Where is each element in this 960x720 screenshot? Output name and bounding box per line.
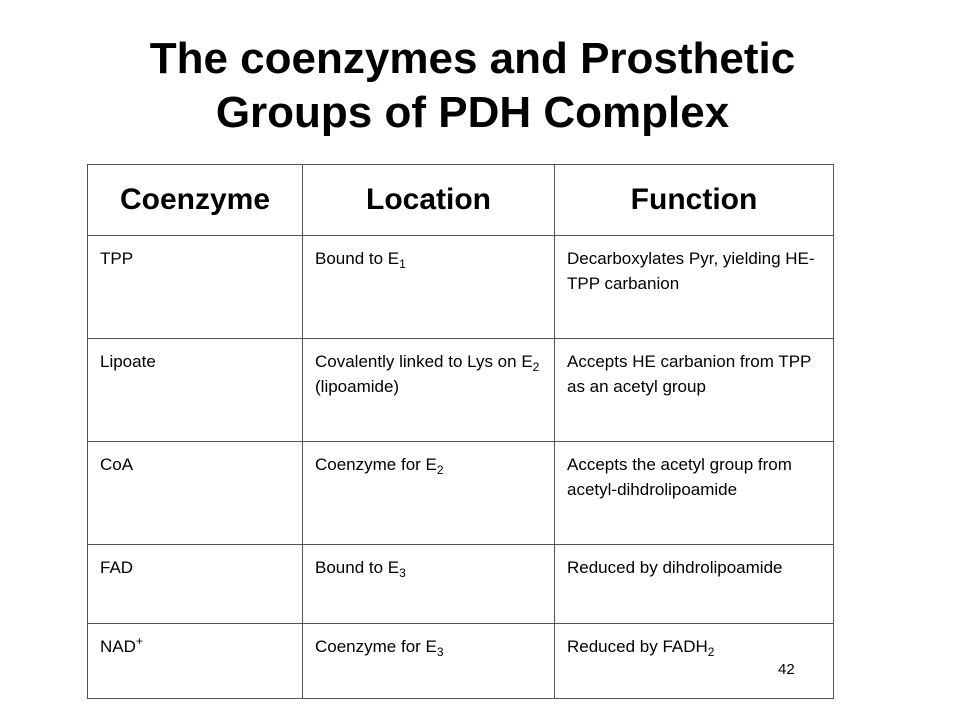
coenzyme-cell: NAD+ <box>88 624 303 699</box>
table-row <box>88 236 834 339</box>
location-cell: Coenzyme for $E_3$ <box>303 624 555 699</box>
title-line-2: Groups of PDH Complex <box>215 88 730 137</box>
table-row <box>88 545 834 624</box>
location-cell: Coenzyme for $E_2$ <box>303 442 555 545</box>
function-cell: Reduced by $FADH_2$ <box>555 624 834 699</box>
function-cell: Decarboxylates Pyr, yielding HE-TPP carbanion <box>555 236 834 339</box>
location-cell: Bound to $E_3$ <box>303 545 555 624</box>
slide-title <box>0 32 945 140</box>
header-row <box>88 165 834 236</box>
coenzymes-table <box>87 164 834 699</box>
function-cell: Accepts HE carbanion from TPP as an acetyl group <box>555 339 834 442</box>
location-cell: Covalently linked to Lys on $E_2$ (lipoamide) <box>303 339 555 442</box>
header-location: Location <box>303 165 555 236</box>
coenzyme-cell: CoA <box>88 442 303 545</box>
function-cell: Accepts the acetyl group from acetyl-dihdrolipoamide <box>555 442 834 545</box>
title-line-1: The coenzymes and Prosthetic <box>149 34 796 83</box>
coenzyme-cell: TPP <box>88 236 303 339</box>
coenzyme-cell: FAD <box>88 545 303 624</box>
table-row <box>88 624 834 699</box>
coenzyme-cell: Lipoate <box>88 339 303 442</box>
header-coenzyme: Coenzyme <box>88 165 303 236</box>
table-row <box>88 339 834 442</box>
header-function: Function <box>555 165 834 236</box>
function-cell: Reduced by dihdrolipoamide <box>555 545 834 624</box>
location-cell: Bound to $E_1$ <box>303 236 555 339</box>
table-row <box>88 442 834 545</box>
page-number: 42 <box>778 661 795 678</box>
